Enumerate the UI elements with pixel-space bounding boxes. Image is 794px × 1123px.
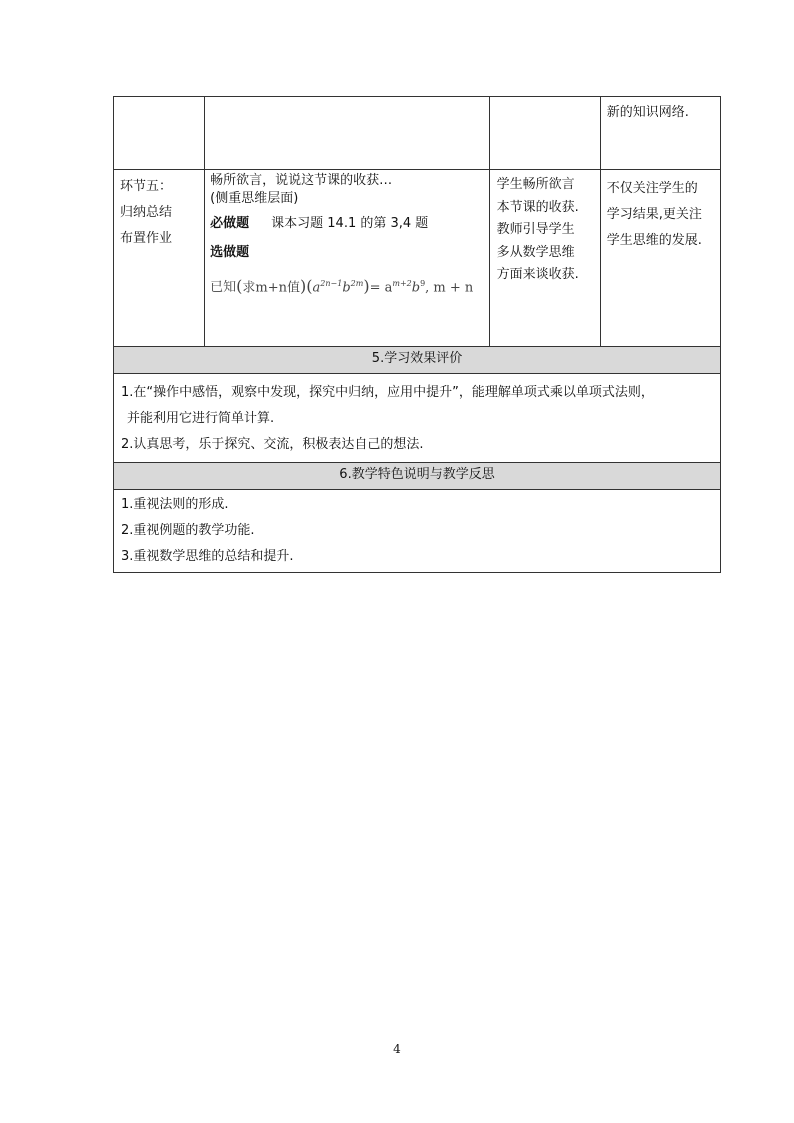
formula-prefix: 已知: [210, 280, 237, 296]
student-activity-text: [490, 170, 600, 287]
section-5-item-2: 2.认真思考，乐于探究、交流，积极表达自己的想法.: [121, 437, 424, 452]
formula-exp-3: m+2: [392, 279, 412, 288]
student-line-2: 本节课的收获.: [496, 199, 579, 215]
stage-cell: [114, 170, 205, 347]
formula-var-b: b: [342, 280, 351, 296]
student-line-5: 方面来谈收获.: [496, 267, 579, 282]
intent-line-3: 学生思维的发展.: [606, 233, 702, 248]
section-6-item-2: 2.重视例题的教学功能.: [121, 523, 255, 538]
table-row-stage-five: [114, 170, 721, 347]
formula-overlay: 求m+n值: [242, 280, 300, 296]
section-6-body: [114, 490, 721, 573]
note-cell: [600, 97, 720, 170]
note-text: 新的知识网络.: [606, 105, 689, 120]
section-6-header-row: [114, 463, 721, 490]
formula-exp-2: 2m: [350, 279, 364, 288]
lesson-plan-table: [113, 96, 721, 573]
intent-line-2: 学习结果,更关注: [606, 207, 702, 222]
student-cell: [489, 170, 600, 347]
required-text: 课本习题 14.1 的第 3,4 题: [271, 216, 429, 231]
section-5-header-row: [114, 347, 721, 374]
required-homework: [210, 212, 483, 236]
student-line-1: 学生畅所欲言: [496, 177, 575, 192]
section-5-item-1-cont: 并能利用它进行简单计算.: [127, 411, 275, 426]
intent-line-1: 不仅关注学生的: [606, 181, 698, 196]
section-5-title: 5.学习效果评价: [114, 347, 721, 374]
formula-var-b2: b: [411, 280, 421, 296]
section-6-item-3: 3.重视数学思维的总结和提升.: [121, 549, 294, 564]
activity-cell: [205, 170, 489, 347]
activity-prompt: 畅所欲言，说说这节课的收获…: [210, 173, 393, 188]
formula-exp-4: 9: [420, 279, 426, 288]
student-cell-empty: [489, 97, 600, 170]
optional-label: 选做题: [210, 245, 250, 260]
design-intent-text: [601, 170, 720, 254]
table-row-previous: [114, 97, 721, 170]
stage-name-1: 归纳总结: [120, 205, 173, 220]
section-5-item-1: 1.在“操作中感悟，观察中发现，探究中归纳，应用中提升”，能理解单项式乘以单项式法则，: [121, 385, 654, 400]
activity-cell-empty: [205, 97, 489, 170]
section-5-body: [114, 374, 721, 463]
section-6-body-row: [114, 490, 721, 573]
required-label: 必做题: [210, 216, 250, 231]
stage-cell-empty: [114, 97, 205, 170]
formula-equals: = a: [369, 280, 393, 296]
student-line-4: 多从数学思维: [496, 244, 575, 260]
page-number: 4: [393, 1042, 401, 1056]
formula-exp-1: 2n−1: [320, 279, 343, 288]
stage-label: 环节五：: [120, 179, 173, 194]
section-5-body-row: [114, 374, 721, 463]
section-6-title: 6.教学特色说明与教学反思: [114, 463, 721, 490]
formula-tail: , m + n: [425, 280, 474, 296]
optional-formula: 已知(求m+n值)$(a^{2n-1}b^{2m})= a^{m+2}b^9$, m + n: [210, 276, 474, 296]
section-6-item-1: 1.重视法则的形成.: [121, 497, 229, 512]
formula-var-a: a: [312, 280, 321, 296]
intent-cell: [600, 170, 720, 347]
activity-focus: (侧重思维层面): [210, 191, 299, 206]
student-line-3: 教师引导学生: [496, 222, 575, 237]
stage-name-2: 布置作业: [120, 231, 173, 246]
